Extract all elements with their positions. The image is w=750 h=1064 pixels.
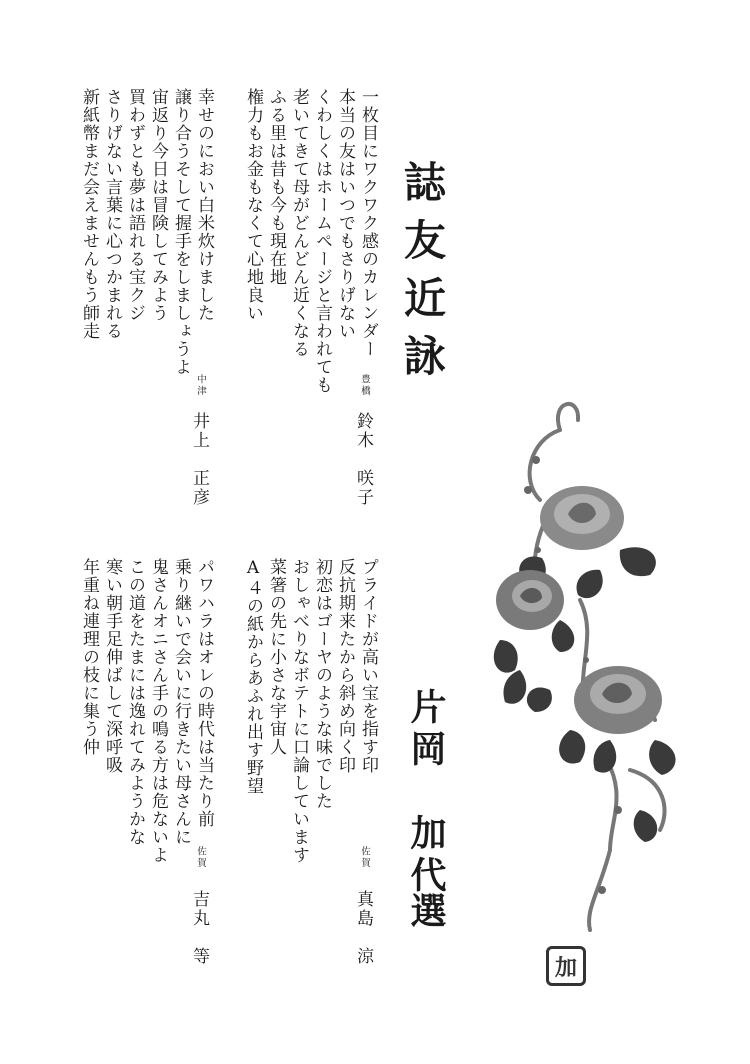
poem-line: さりげない言葉に心つかまれる	[102, 88, 122, 340]
selector-suffix: 選	[405, 892, 447, 934]
seal-text: 加	[554, 954, 577, 981]
rose-flower	[540, 486, 624, 550]
poem-line: ふる里は昔も今も現在地	[266, 88, 286, 286]
author-place: 中津	[195, 374, 206, 397]
poem-line: パワハラはオレの時代は当たり前	[194, 558, 214, 828]
author-place: 佐賀	[195, 846, 206, 869]
poem-line: 初恋はゴーヤのような味でした	[312, 558, 332, 810]
poem-line: 買わずとも夢は語れる宝クジ	[125, 88, 145, 322]
poem-line: 新紙幣まだ会えませんもう師走	[79, 88, 99, 340]
poem-line: 譲り合うそして握手をしましょうよ	[171, 88, 191, 376]
poem-line: おしゃべりなボテトに口論しています	[289, 558, 309, 864]
poem-line: 菜箸の先に小さな宇宙人	[266, 558, 286, 756]
author-name: 井上 正彦	[189, 412, 209, 507]
poem-line: 本当の友はいつでもさりげない	[335, 88, 355, 340]
poem-line: 反抗期来たから斜め向く印	[335, 558, 355, 774]
poem-line: くわしくはホームページと言われても	[312, 88, 332, 394]
author-name: 吉丸 等	[189, 890, 209, 966]
poem-line: 年重ね連理の枝に集う仲	[79, 558, 99, 756]
rose-flower	[496, 570, 564, 630]
author-place: 豊橋	[359, 374, 370, 397]
poem-line: プライドが高い宝を指す印	[358, 558, 378, 774]
selector-name: 片岡 加代	[405, 688, 447, 898]
page-title: 誌友近詠	[398, 160, 447, 392]
poem-line: 老いてきて母がどんどん近くなる	[289, 88, 309, 358]
rose-illustration	[490, 390, 690, 950]
poem-line: 権力もお金もなくて心地良い	[243, 88, 263, 322]
poem-line: 寒い朝手足伸ばして深呼吸	[102, 558, 122, 774]
poem-line: 幸せのにおい白米炊けました	[194, 88, 214, 322]
author-place: 佐賀	[359, 846, 370, 869]
poem-line: A４の紙からあふれ出す野望	[243, 558, 263, 795]
poem-line: 宙返り今日は冒険してみよう	[148, 88, 168, 322]
author-name: 真島 涼	[353, 890, 373, 966]
author-name: 鈴木 咲子	[353, 412, 373, 507]
seal-stamp	[546, 946, 586, 986]
rose-flower	[574, 666, 662, 734]
poem-line: 一枚目にワクワク感のカレンダー	[358, 88, 378, 358]
poem-line: 乗り継いで会いに行きたい母さんに	[171, 558, 191, 846]
poem-line: この道をたまには逸れてみようかな	[125, 558, 145, 846]
poem-line: 鬼さんオニさん手の鳴る方は危ないよ	[148, 558, 168, 864]
